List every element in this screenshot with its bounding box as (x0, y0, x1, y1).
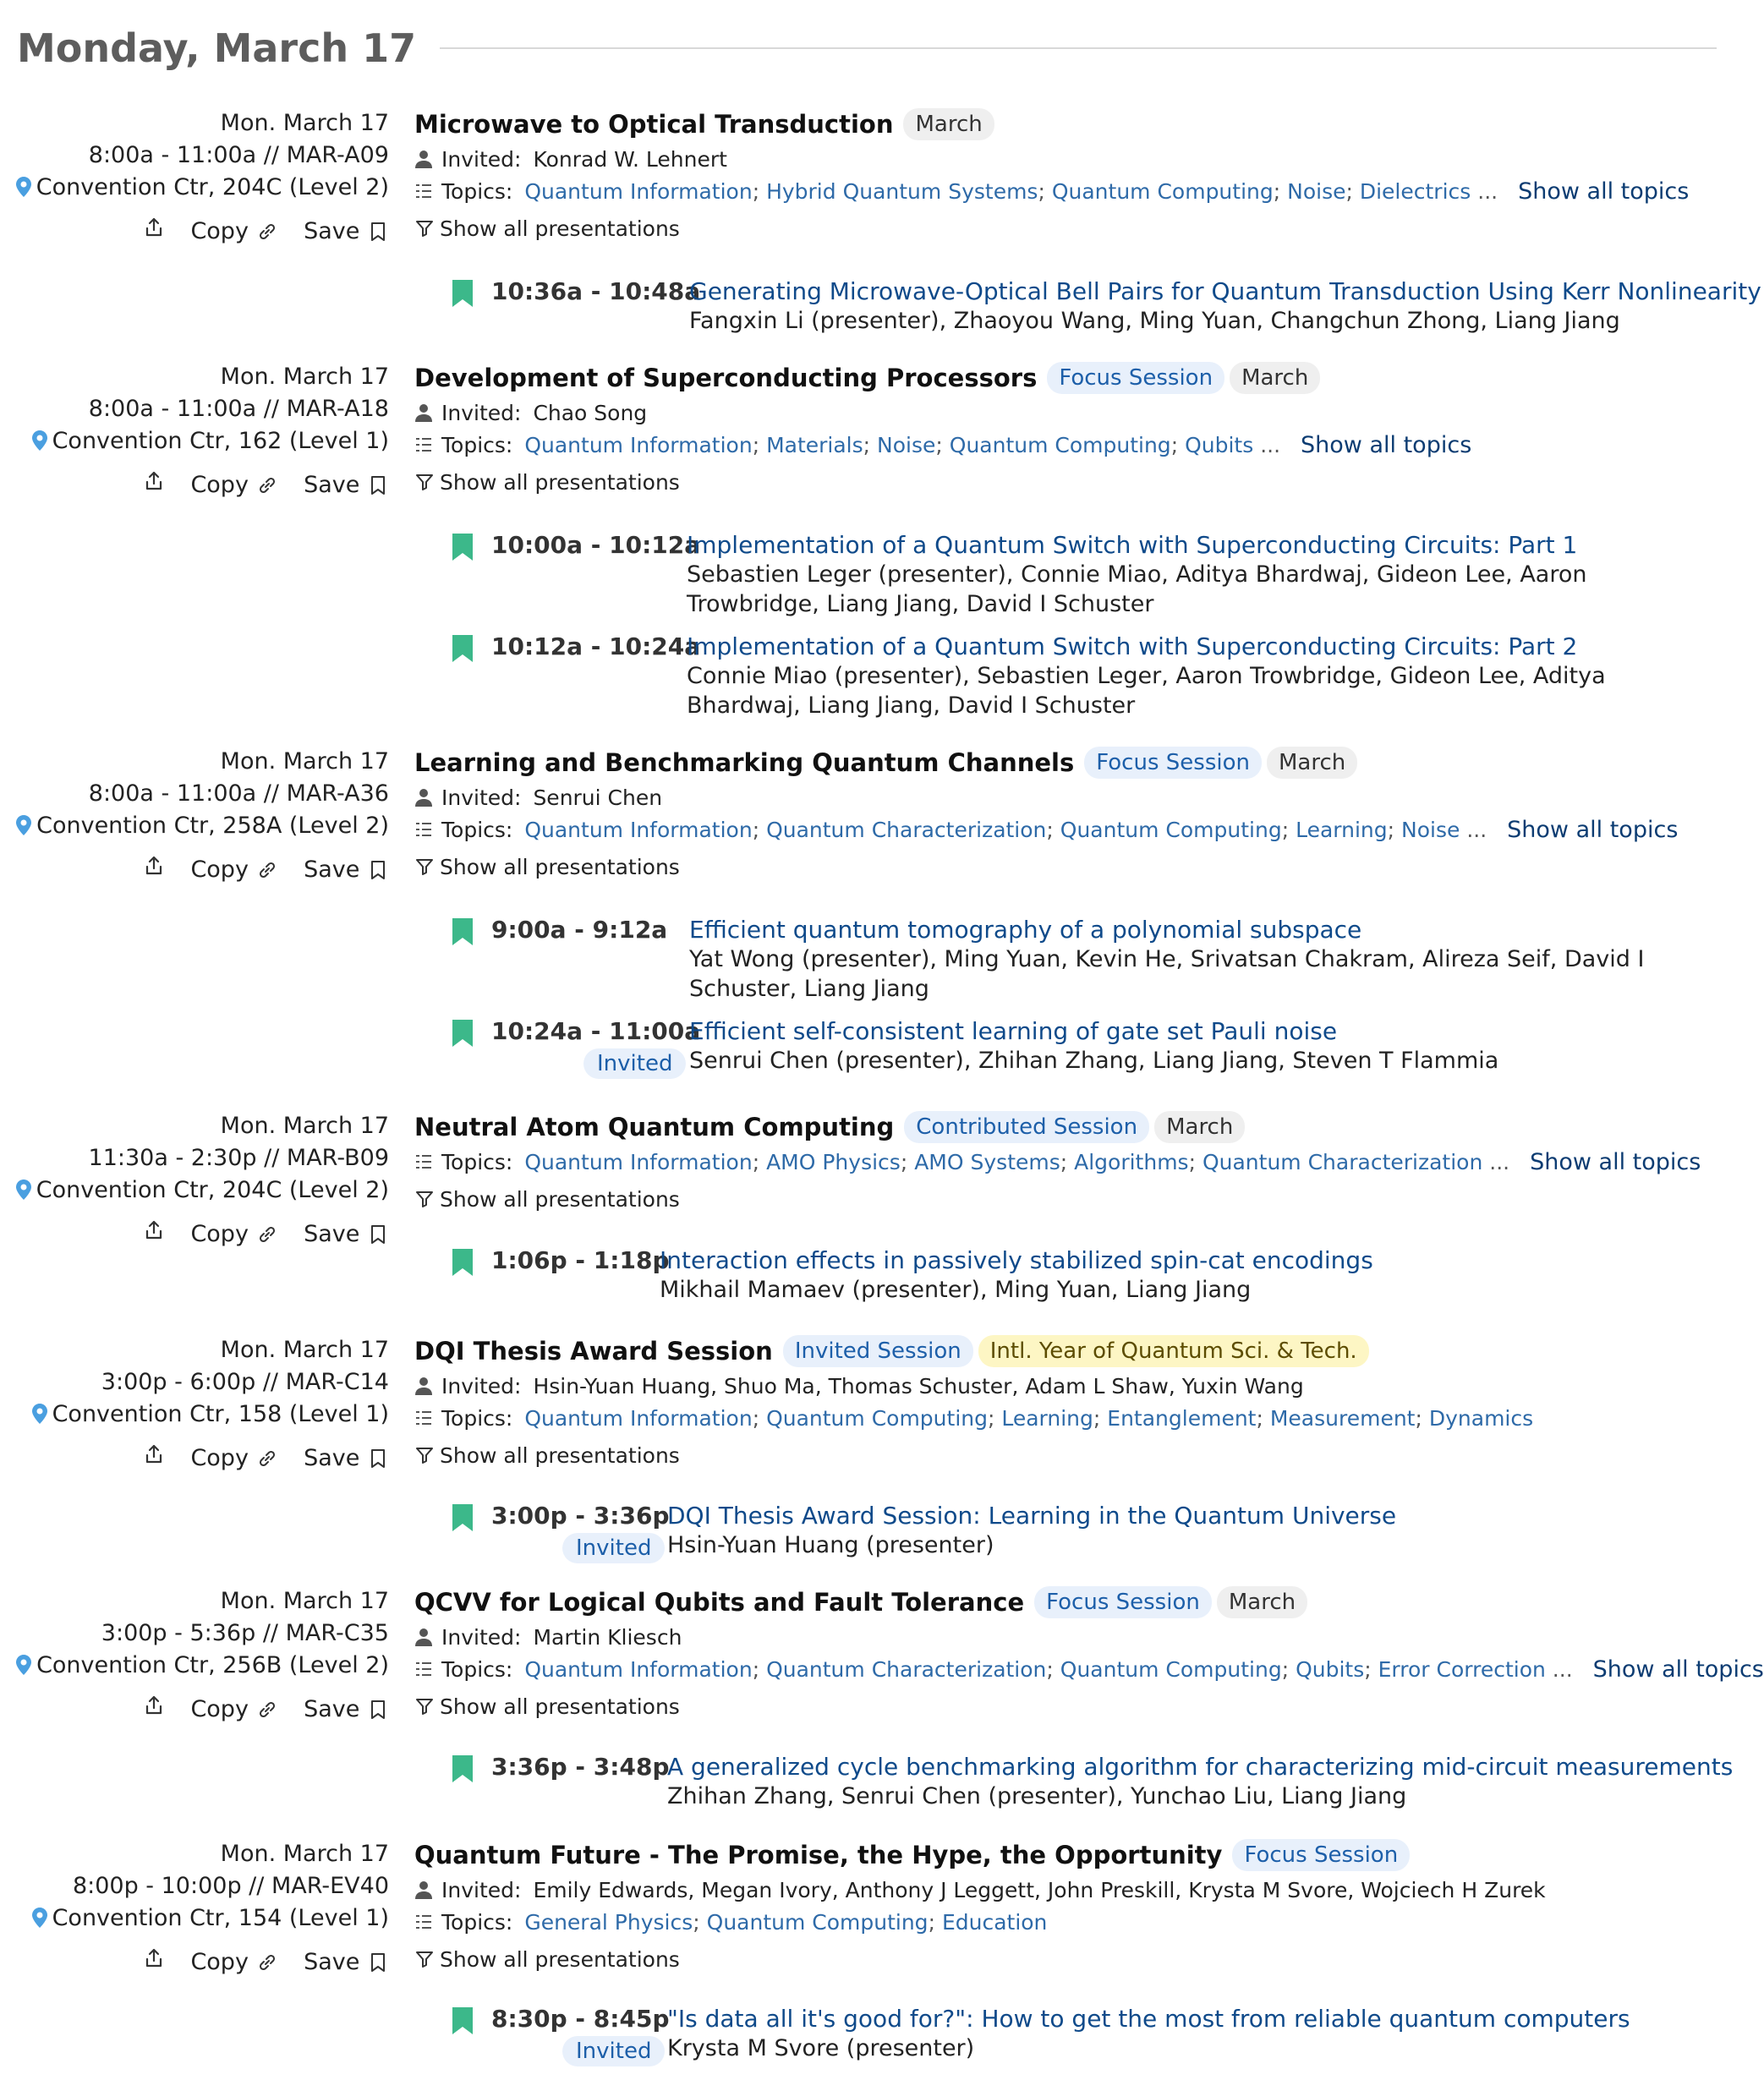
session-date: Mon. March 17 (220, 110, 389, 136)
meeting-tag: March (1230, 362, 1320, 394)
session-type-badge: Focus Session (1232, 1839, 1410, 1871)
copy-link-button[interactable] (190, 854, 277, 886)
filter-icon (414, 1189, 435, 1209)
topics-label: Topics: (441, 1656, 513, 1682)
show-all-presentations-toggle[interactable] (414, 212, 1721, 244)
location-pin-icon (16, 815, 31, 835)
show-all-presentations-toggle[interactable] (414, 1183, 1721, 1215)
topics-list-icon (414, 1660, 433, 1678)
presentation-time: 3:00p - 3:36p (491, 1502, 670, 1530)
link-icon (256, 859, 278, 881)
bookmark-filled-icon[interactable] (452, 1755, 473, 1782)
presentation-authors: Senrui Chen (presenter), Zhihan Zhang, Liang Jiang, Steven T Flammia (689, 1048, 1499, 1074)
topics-list: General Physics; Quantum Computing; Education (524, 1909, 1048, 1935)
location-text: Convention Ctr, 258A (Level 2) (36, 813, 389, 839)
location-pin-icon (16, 1180, 31, 1200)
topics-list-icon (414, 435, 433, 454)
share-button[interactable] (143, 855, 165, 877)
session-meta (0, 1334, 389, 1475)
filter-icon (414, 857, 435, 877)
bookmark-filled-icon[interactable] (452, 1504, 473, 1531)
session-date: Mon. March 17 (220, 1113, 389, 1139)
topic-link[interactable]: Learning (1001, 1405, 1093, 1431)
session-title[interactable]: DQI Thesis Award Session (414, 1337, 773, 1366)
location-text: Convention Ctr, 204C (Level 2) (36, 1177, 389, 1203)
save-label: Save (304, 1221, 360, 1247)
show-all-presentations-toggle[interactable] (414, 1690, 1721, 1722)
session-date: Mon. March 17 (220, 748, 389, 775)
topic-link[interactable]: Quantum Information (524, 1656, 753, 1682)
share-icon (143, 1694, 165, 1716)
session-meta (0, 1838, 389, 1979)
show-all-presentations-label: Show all presentations (440, 1442, 680, 1468)
topic-link[interactable]: Dynamics (1428, 1405, 1534, 1431)
topic-link[interactable]: AMO Physics (766, 1149, 901, 1174)
link-icon (256, 1699, 278, 1721)
share-button[interactable] (143, 1443, 165, 1465)
save-label: Save (304, 218, 360, 244)
copy-label: Copy (190, 1949, 249, 1975)
session-body (414, 1838, 1721, 1975)
topic-link[interactable]: AMO Systems (914, 1149, 1060, 1174)
show-all-presentations-label: Show all presentations (440, 469, 680, 495)
presentation-title[interactable]: DQI Thesis Award Session: Learning in the Quantum Universe (667, 1502, 1397, 1530)
session-time-code: 8:00a - 11:00a // MAR-A09 (88, 142, 389, 168)
location-text: Convention Ctr, 204C (Level 2) (36, 174, 389, 200)
location-pin-icon (16, 177, 31, 197)
share-button[interactable] (143, 470, 165, 492)
topic-link[interactable]: Education (941, 1909, 1048, 1935)
copy-link-button[interactable] (190, 1442, 277, 1475)
topic-link[interactable]: Algorithms (1074, 1149, 1189, 1174)
session-actions (0, 1218, 389, 1251)
session-location[interactable] (0, 1174, 389, 1207)
location-pin-icon (32, 1908, 47, 1928)
copy-link-button[interactable] (190, 469, 277, 501)
session-body (414, 361, 1721, 498)
session-body (414, 746, 1721, 883)
topic-link[interactable]: Materials (766, 432, 863, 457)
show-all-presentations-toggle[interactable] (414, 466, 1721, 498)
copy-link-button[interactable] (190, 1218, 277, 1251)
bookmark-filled-icon[interactable] (452, 2007, 473, 2034)
session-actions (0, 854, 389, 886)
topic-link[interactable]: Quantum Computing (1060, 1656, 1282, 1682)
share-icon (143, 855, 165, 877)
topic-link[interactable]: Quantum Information (524, 178, 753, 204)
session-title[interactable]: Neutral Atom Quantum Computing (414, 1113, 895, 1141)
person-icon (414, 1377, 433, 1395)
invited-label: Invited: (441, 400, 522, 425)
session-date: Mon. March 17 (220, 1841, 389, 1867)
save-button[interactable] (304, 1442, 389, 1475)
topics-list: Quantum Information; Quantum Characterization; Quantum Computing; Learning; Noise ... (524, 817, 1487, 842)
presentation-title[interactable]: Efficient self-consistent learning of gate set Pauli noise (689, 1017, 1338, 1045)
day-title: Monday, March 17 (17, 25, 417, 71)
session-actions (0, 216, 389, 248)
presentation-time: 8:30p - 8:45p (491, 2005, 670, 2033)
location-text: Convention Ctr, 158 (Level 1) (52, 1401, 389, 1427)
topic-link[interactable]: Quantum Characterization (766, 817, 1047, 842)
invited-badge: Invited (562, 2036, 665, 2066)
session-location[interactable] (0, 1399, 389, 1431)
share-button[interactable] (143, 1219, 165, 1241)
save-label: Save (304, 857, 360, 883)
topic-link[interactable]: Quantum Information (524, 1405, 753, 1431)
copy-link-button[interactable] (190, 1946, 277, 1979)
show-all-presentations-toggle[interactable] (414, 851, 1721, 883)
presentation-authors: Hsin-Yuan Huang (presenter) (667, 1532, 994, 1558)
topic-link[interactable]: Quantum Computing (706, 1909, 929, 1935)
invited-speakers: Chao Song (533, 400, 648, 425)
invited-speakers: Senrui Chen (533, 785, 663, 810)
presentation-time: 1:06p - 1:18p (491, 1246, 670, 1274)
presentation-authors: Krysta M Svore (presenter) (667, 2035, 975, 2061)
show-all-presentations-label: Show all presentations (440, 1186, 680, 1212)
show-all-topics-link[interactable]: Show all topics (1507, 816, 1679, 843)
topic-link[interactable]: Noise (1401, 817, 1460, 842)
session-type-badge: Focus Session (1084, 747, 1262, 779)
session-title[interactable]: QCVV for Logical Qubits and Fault Tolerance (414, 1588, 1025, 1617)
bookmark-filled-icon[interactable] (452, 1020, 473, 1047)
topic-link[interactable]: Quantum Computing (949, 432, 1171, 457)
link-icon (256, 1448, 278, 1470)
copy-link-button[interactable] (190, 216, 277, 248)
topics-list-icon (414, 182, 433, 200)
location-text: Convention Ctr, 162 (Level 1) (52, 428, 389, 454)
meeting-tag: March (903, 108, 994, 140)
topics-label: Topics: (441, 1405, 513, 1431)
session-date: Mon. March 17 (220, 1337, 389, 1363)
presentation-title[interactable]: A generalized cycle benchmarking algorithm for characterizing mid-circuit measurements (667, 1753, 1734, 1781)
save-button[interactable] (304, 216, 389, 248)
session-meta (0, 1585, 389, 1726)
topic-link[interactable]: Qubits (1185, 432, 1254, 457)
session-type-badge: Focus Session (1047, 362, 1224, 394)
topic-link[interactable]: Quantum Information (524, 432, 753, 457)
session-time-code: 3:00p - 5:36p // MAR-C35 (101, 1620, 389, 1646)
topic-link[interactable]: Quantum Characterization (1202, 1149, 1483, 1174)
topics-label: Topics: (441, 1149, 513, 1174)
session-time-code: 8:00a - 11:00a // MAR-A18 (88, 396, 389, 422)
topics-list: Quantum Information; Hybrid Quantum Systems; Quantum Computing; Noise; Dielectrics ... (524, 178, 1498, 204)
invited-label: Invited: (441, 1624, 522, 1650)
topic-link[interactable]: Error Correction (1378, 1656, 1546, 1682)
presentation-title[interactable]: Efficient quantum tomography of a polynomial subspace (689, 916, 1362, 944)
topic-link[interactable]: Quantum Computing (1060, 817, 1282, 842)
meeting-tag: March (1217, 1586, 1307, 1618)
bookmark-filled-icon[interactable] (452, 280, 473, 307)
session-actions (0, 1694, 389, 1726)
presentation-title[interactable]: "Is data all it's good for?": How to get the most from reliable quantum computers (667, 2005, 1630, 2033)
copy-label: Copy (190, 1445, 249, 1471)
filter-icon (414, 1445, 435, 1465)
presentation-time: 9:00a - 9:12a (491, 916, 668, 944)
topics-list: Quantum Information; Quantum Characterization; Quantum Computing; Qubits; Error Correction ... (524, 1656, 1573, 1682)
session-title[interactable]: Learning and Benchmarking Quantum Channels (414, 748, 1075, 777)
session-actions (0, 1946, 389, 1979)
save-button[interactable] (304, 469, 389, 501)
show-all-presentations-label: Show all presentations (440, 854, 680, 879)
save-label: Save (304, 1949, 360, 1975)
person-icon (414, 403, 433, 422)
bookmark-outline-icon (367, 1448, 389, 1470)
session-time-code: 8:00p - 10:00p // MAR-EV40 (72, 1873, 389, 1899)
topic-link[interactable]: Quantum Information (524, 817, 753, 842)
show-all-presentations-toggle[interactable] (414, 1439, 1721, 1471)
session-location[interactable] (0, 810, 389, 842)
copy-label: Copy (190, 857, 249, 883)
invited-speakers: Hsin-Yuan Huang, Shuo Ma, Thomas Schuster, Adam L Shaw, Yuxin Wang (533, 1373, 1304, 1399)
topics-list-icon (414, 820, 433, 839)
topics-label: Topics: (441, 1909, 513, 1935)
topics-list: Quantum Information; Quantum Computing; Learning; Entanglement; Measurement; Dynamics (524, 1405, 1534, 1431)
topics-list: Quantum Information; AMO Physics; AMO Systems; Algorithms; Quantum Characterization ... (524, 1149, 1510, 1174)
topic-link[interactable]: Noise (877, 432, 936, 457)
bookmark-outline-icon (367, 221, 389, 243)
topics-label: Topics: (441, 817, 513, 842)
invited-speakers: Konrad W. Lehnert (533, 146, 727, 172)
session-body (414, 1110, 1721, 1215)
location-pin-icon (32, 430, 47, 451)
presentation-title[interactable]: Generating Microwave-Optical Bell Pairs for Quantum Transduction Using Kerr Nonlinearity (689, 277, 1761, 305)
presentation-time: 10:12a - 10:24a (491, 632, 701, 660)
session-time-code: 3:00p - 6:00p // MAR-C14 (101, 1369, 389, 1395)
save-label: Save (304, 472, 360, 498)
session-type-badge: Focus Session (1034, 1586, 1212, 1618)
presentation-title[interactable]: Implementation of a Quantum Switch with Superconducting Circuits: Part 2 (687, 632, 1578, 660)
filter-icon (414, 218, 435, 238)
invited-label: Invited: (441, 1877, 522, 1902)
save-button[interactable] (304, 1218, 389, 1251)
link-icon (256, 474, 278, 496)
topic-link[interactable]: Quantum Computing (766, 1405, 988, 1431)
copy-label: Copy (190, 472, 249, 498)
presentation-authors: Yat Wong (presenter), Ming Yuan, Kevin He, Srivatsan Chakram, Alireza Seif, David I Schuster, Liang Jiang (689, 946, 1645, 1002)
topics-list-icon (414, 1913, 433, 1931)
day-header (17, 19, 1717, 78)
presentation-time: 10:24a - 11:00a (491, 1017, 701, 1045)
invited-badge: Invited (562, 1533, 665, 1563)
session-title[interactable]: Microwave to Optical Transduction (414, 110, 894, 139)
bookmark-filled-icon[interactable] (452, 635, 473, 662)
presentation-authors: Sebastien Leger (presenter), Connie Miao, Aditya Bhardwaj, Gideon Lee, Aaron Trowbridge, Liang Jiang, David I Schuster (687, 561, 1587, 617)
location-text: Convention Ctr, 256B (Level 2) (36, 1652, 389, 1678)
presentation-authors: Zhihan Zhang, Senrui Chen (presenter), Yunchao Liu, Liang Jiang (667, 1783, 1407, 1809)
save-button[interactable] (304, 1946, 389, 1979)
topics-list-icon (414, 1152, 433, 1171)
presentation-authors: Fangxin Li (presenter), Zhaoyou Wang, Ming Yuan, Changchun Zhong, Liang Jiang (689, 308, 1620, 334)
topic-link[interactable]: Quantum Computing (1051, 178, 1274, 204)
session-body (414, 1334, 1721, 1471)
bookmark-outline-icon (367, 859, 389, 881)
copy-link-button[interactable] (190, 1694, 277, 1726)
link-icon (256, 1951, 278, 1973)
share-icon (143, 470, 165, 492)
topics-label: Topics: (441, 432, 513, 457)
topics-list-icon (414, 1409, 433, 1427)
location-text: Convention Ctr, 154 (Level 1) (52, 1905, 389, 1931)
person-icon (414, 1628, 433, 1646)
bookmark-filled-icon[interactable] (452, 918, 473, 945)
session-meta (0, 746, 389, 886)
person-icon (414, 150, 433, 168)
bookmark-outline-icon (367, 1223, 389, 1245)
show-all-topics-link[interactable]: Show all topics (1301, 431, 1472, 458)
presentation-time: 10:00a - 10:12a (491, 531, 701, 559)
share-icon (143, 1443, 165, 1465)
session-body (414, 1585, 1764, 1722)
meeting-tag: Intl. Year of Quantum Sci. & Tech. (978, 1335, 1369, 1367)
share-button[interactable] (143, 216, 165, 238)
share-icon (143, 1219, 165, 1241)
session-location[interactable] (0, 1902, 389, 1935)
session-type-badge: Contributed Session (904, 1111, 1149, 1143)
save-label: Save (304, 1696, 360, 1722)
share-button[interactable] (143, 1694, 165, 1716)
topic-link[interactable]: Entanglement (1107, 1405, 1257, 1431)
topic-link[interactable]: Measurement (1269, 1405, 1416, 1431)
copy-label: Copy (190, 1221, 249, 1247)
meeting-tag: March (1154, 1111, 1245, 1143)
show-all-topics-link[interactable]: Show all topics (1518, 178, 1690, 205)
location-pin-icon (16, 1655, 31, 1675)
day-divider (440, 47, 1717, 49)
share-button[interactable] (143, 1947, 165, 1969)
show-all-presentations-label: Show all presentations (440, 1694, 680, 1719)
session-actions (0, 1442, 389, 1475)
presentation-time: 3:36p - 3:48p (491, 1753, 670, 1781)
session-location[interactable] (0, 172, 389, 204)
session-time-code: 8:00a - 11:00a // MAR-A36 (88, 780, 389, 807)
save-label: Save (304, 1445, 360, 1471)
show-all-presentations-label: Show all presentations (440, 1946, 680, 1972)
bookmark-outline-icon (367, 474, 389, 496)
session-date: Mon. March 17 (220, 1588, 389, 1614)
session-location[interactable] (0, 425, 389, 457)
session-meta (0, 1110, 389, 1251)
invited-label: Invited: (441, 146, 522, 172)
copy-label: Copy (190, 1696, 249, 1722)
presentation-authors: Connie Miao (presenter), Sebastien Leger, Aaron Trowbridge, Gideon Lee, Aditya Bhardwaj, Liang Jiang, David I Schuster (687, 663, 1606, 719)
bookmark-outline-icon (367, 1951, 389, 1973)
session-type-badge: Invited Session (783, 1335, 973, 1367)
topic-link[interactable]: Qubits (1296, 1656, 1365, 1682)
show-all-topics-link[interactable]: Show all topics (1592, 1656, 1764, 1683)
topics-label: Topics: (441, 178, 513, 204)
session-time-code: 11:30a - 2:30p // MAR-B09 (88, 1145, 389, 1171)
person-icon (414, 1880, 433, 1899)
save-button[interactable] (304, 1694, 389, 1726)
meeting-tag: March (1267, 747, 1357, 779)
share-icon (143, 1947, 165, 1969)
show-all-presentations-label: Show all presentations (440, 216, 680, 241)
presentation-title[interactable]: Interaction effects in passively stabilized spin-cat encodings (660, 1246, 1373, 1274)
topic-link[interactable]: Hybrid Quantum Systems (766, 178, 1038, 204)
link-icon (256, 1223, 278, 1245)
session-title[interactable]: Development of Superconducting Processors (414, 364, 1038, 392)
invited-label: Invited: (441, 785, 522, 810)
topic-link[interactable]: Dielectrics (1359, 178, 1471, 204)
bookmark-filled-icon[interactable] (452, 534, 473, 561)
show-all-topics-link[interactable]: Show all topics (1530, 1148, 1701, 1175)
invited-speakers: Emily Edwards, Megan Ivory, Anthony J Leggett, John Preskill, Krysta M Svore, Wojciech H Zurek (533, 1877, 1546, 1902)
show-all-presentations-toggle[interactable] (414, 1943, 1721, 1975)
presentation-title[interactable]: Implementation of a Quantum Switch with Superconducting Circuits: Part 1 (687, 531, 1578, 559)
topic-link[interactable]: General Physics (524, 1909, 693, 1935)
filter-icon (414, 1949, 435, 1969)
bookmark-outline-icon (367, 1699, 389, 1721)
invited-badge: Invited (583, 1048, 686, 1079)
person-icon (414, 788, 433, 807)
bookmark-filled-icon[interactable] (452, 1249, 473, 1276)
location-pin-icon (32, 1404, 47, 1424)
copy-label: Copy (190, 218, 249, 244)
invited-speakers: Martin Kliesch (533, 1624, 682, 1650)
session-meta (0, 361, 389, 501)
filter-icon (414, 472, 435, 492)
save-button[interactable] (304, 854, 389, 886)
session-meta (0, 107, 389, 248)
presentation-time: 10:36a - 10:48a (491, 277, 701, 305)
session-body (414, 107, 1721, 244)
session-actions (0, 469, 389, 501)
presentation-authors: Mikhail Mamaev (presenter), Ming Yuan, Liang Jiang (660, 1277, 1252, 1303)
invited-label: Invited: (441, 1373, 522, 1399)
topic-link[interactable]: Quantum Characterization (766, 1656, 1047, 1682)
topics-list: Quantum Information; Materials; Noise; Quantum Computing; Qubits ... (524, 432, 1281, 457)
topic-link[interactable]: Noise (1287, 178, 1346, 204)
filter-icon (414, 1696, 435, 1716)
link-icon (256, 221, 278, 243)
topic-link[interactable]: Learning (1296, 817, 1388, 842)
session-location[interactable] (0, 1650, 389, 1682)
topic-link[interactable]: Quantum Information (524, 1149, 753, 1174)
share-icon (143, 216, 165, 238)
session-title[interactable]: Quantum Future - The Promise, the Hype, the Opportunity (414, 1841, 1223, 1869)
session-date: Mon. March 17 (220, 364, 389, 390)
